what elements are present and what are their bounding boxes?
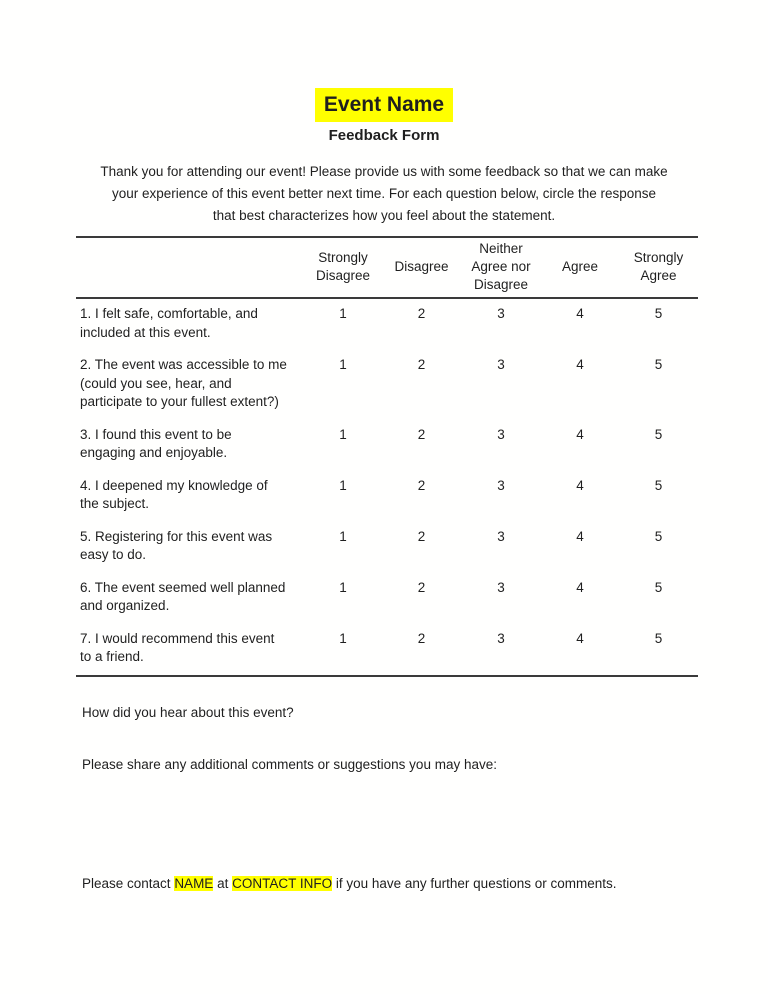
question-text: 6. The event seemed well planned and organized.: [80, 579, 286, 613]
table-row: [76, 522, 698, 573]
column-header-strongly-agree: Strongly Agree: [619, 237, 698, 298]
rating-option: 2: [417, 477, 426, 493]
rating-option: 4: [576, 528, 584, 544]
rating-option: 3: [497, 528, 505, 544]
contact-prefix: Please contact: [82, 875, 175, 891]
table-row: [76, 420, 698, 471]
rating-option: 1: [339, 477, 347, 493]
rating-option: 1: [339, 630, 347, 646]
table-row: [76, 471, 698, 522]
rating-option: 4: [576, 426, 584, 442]
contact-line: [82, 874, 768, 893]
rating-option: 1: [339, 306, 347, 321]
contact-middle: at: [213, 875, 233, 891]
rating-option: 5: [654, 426, 663, 442]
rating-option: 2: [417, 630, 426, 646]
question-text: 5. Registering for this event was easy to do.: [80, 528, 273, 562]
question-text: 7. I would recommend this event to a friend.: [80, 630, 275, 664]
page-title: [0, 88, 768, 122]
column-header-disagree: Disagree: [382, 237, 461, 298]
event-name-highlight: Event Name: [315, 88, 453, 122]
table-header-row: [76, 237, 698, 298]
rating-option: 3: [497, 630, 505, 646]
rating-option: 5: [654, 579, 663, 595]
rating-option: 2: [417, 357, 426, 372]
rating-option: 5: [654, 477, 663, 493]
question-column-header: [76, 237, 304, 298]
rating-option: 1: [339, 579, 347, 595]
table-row: [76, 350, 698, 420]
column-header-strongly-disagree: Strongly Disagree: [304, 237, 382, 298]
page-subtitle: Feedback Form: [328, 127, 440, 144]
rating-option: 5: [654, 528, 663, 544]
rating-option: 1: [339, 357, 347, 372]
rating-option: 3: [497, 357, 505, 372]
rating-option: 4: [576, 357, 584, 372]
question-text: 2. The event was accessible to me (could you see, hear, and participate to your fullest extent?): [80, 357, 287, 409]
table-row: [76, 624, 698, 676]
rating-option: 2: [417, 426, 426, 442]
column-header-neither: Neither Agree nor Disagree: [461, 237, 541, 298]
rating-option: 3: [497, 579, 505, 595]
contact-info-highlight: CONTACT INFO: [232, 875, 333, 891]
rating-option: 3: [497, 306, 505, 321]
rating-option: 2: [417, 528, 426, 544]
rating-option: 3: [497, 426, 505, 442]
hear-about-prompt: How did you hear about this event?: [82, 704, 294, 720]
question-text: 4. I deepened my knowledge of the subject.: [80, 477, 268, 511]
rating-option: 1: [339, 426, 347, 442]
comments-prompt: Please share any additional comments or suggestions you may have:: [82, 756, 497, 772]
rating-option: 4: [576, 477, 584, 493]
table-row: [76, 298, 698, 350]
rating-option: 4: [576, 306, 584, 321]
intro-paragraph: Thank you for attending our event! Please provide us with some feedback so that we can make your experience of this event better next time. For each question below, circle the response that best characterizes how you feel about the statement.: [100, 164, 668, 223]
rating-option: 2: [417, 306, 426, 321]
rating-option: 5: [654, 306, 663, 321]
question-text: 1. I felt safe, comfortable, and included at this event.: [80, 306, 258, 340]
question-text: 3. I found this event to be engaging and enjoyable.: [80, 426, 232, 460]
table-row: [76, 573, 698, 624]
rating-option: 4: [576, 579, 584, 595]
rating-option: 5: [654, 630, 663, 646]
likert-rating-table: [76, 236, 698, 677]
contact-name-highlight: NAME: [174, 875, 214, 891]
contact-suffix: if you have any further questions or comments.: [332, 875, 617, 891]
column-header-agree: Agree: [541, 237, 619, 298]
rating-option: 4: [576, 630, 584, 646]
rating-option: 3: [497, 477, 505, 493]
rating-option: 2: [417, 579, 426, 595]
rating-option: 1: [339, 528, 347, 544]
rating-option: 5: [654, 357, 663, 372]
